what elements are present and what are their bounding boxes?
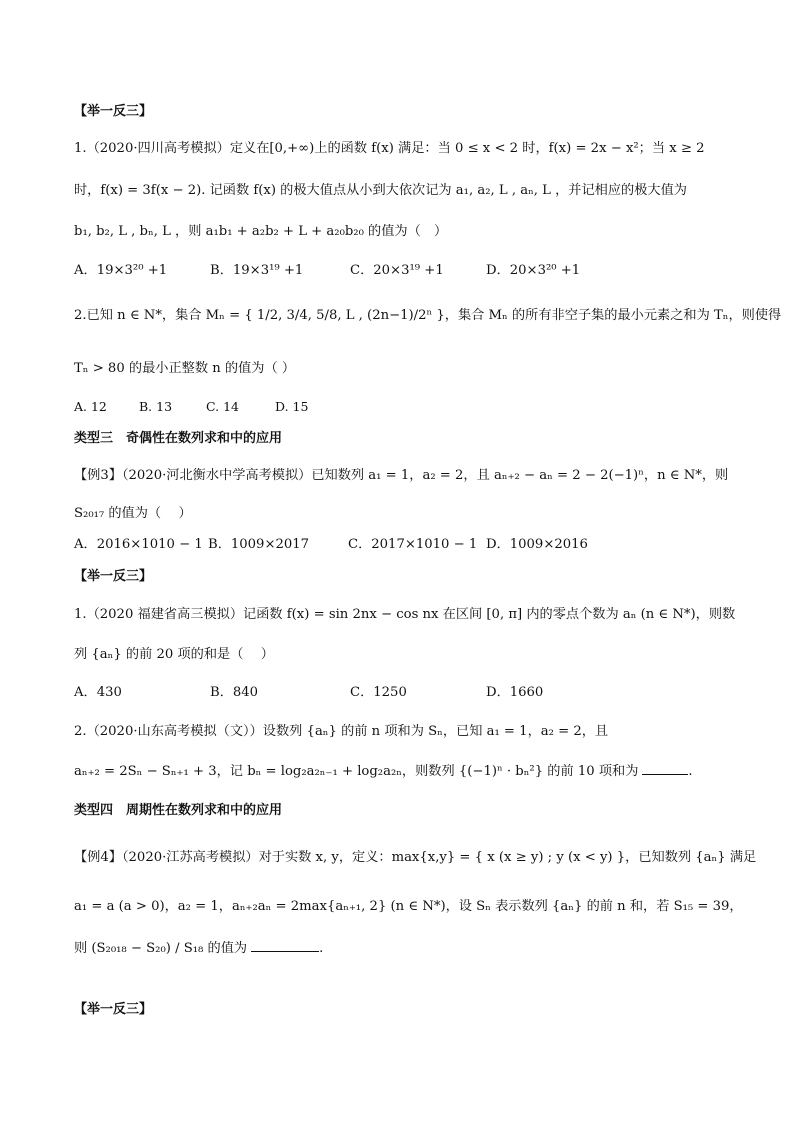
q1-text-line-2: 时，f(x) = 3f(x − 2). 记函数 f(x) 的极大值点从小到大依次记为 a₁, a₂, L , aₙ, L ，并记相应的极大值为 bbox=[74, 183, 687, 198]
q2-option-b: B. 13 bbox=[139, 399, 173, 414]
example-3-option-a: A．2016×1010 − 1 bbox=[74, 537, 203, 552]
example-4-text-line-1: 【例4】（2020·江苏高考模拟）对于实数 x, y，定义：max{x,y} = { x (x ≥ y) ; y (x < y) }，已知数列 {aₙ} 满足 bbox=[74, 850, 757, 865]
q3-option-d: D．1660 bbox=[486, 685, 544, 700]
q1-text-line-3: b₁, b₂, L , bₙ, L ，则 a₁b₁ + a₂b₂ + L + a₂₀b₂₀ 的值为（ ） bbox=[74, 224, 448, 239]
example-4-period: . bbox=[319, 941, 324, 956]
q2-option-a: A. 12 bbox=[74, 399, 107, 414]
example-3-options bbox=[74, 536, 734, 554]
section-heading-practice-1: 【举一反三】 bbox=[74, 104, 153, 119]
q3-text-line-2: 列 {aₙ} 的前 20 项的和是（ ） bbox=[74, 647, 274, 662]
example-3-option-d: D．1009×2016 bbox=[486, 537, 588, 552]
section-heading-type-3: 类型三 奇偶性在数列求和中的应用 bbox=[74, 431, 283, 446]
q2-text-line-2: Tₙ > 80 的最小正整数 n 的值为（ ） bbox=[74, 361, 296, 376]
q2-option-d: D. 15 bbox=[275, 399, 309, 414]
q2-option-c: C. 14 bbox=[206, 399, 239, 414]
q3-option-c: C．1250 bbox=[350, 685, 407, 700]
q1-text-line-1: 1.（2020·四川高考模拟）定义在[0,+∞)上的函数 f(x) 满足：当 0 ≤ x < 2 时，f(x) = 2x − x²；当 x ≥ 2 bbox=[74, 141, 705, 156]
section-heading-practice-2: 【举一反三】 bbox=[74, 569, 153, 584]
example-3-option-b: B．1009×2017 bbox=[208, 537, 310, 552]
section-heading-practice-3: 【举一反三】 bbox=[74, 1002, 153, 1017]
q1-option-b: B．19×3¹⁹ +1 bbox=[210, 263, 304, 278]
q1-option-d: D．20×3²⁰ +1 bbox=[486, 263, 581, 278]
example-4-text-line-3 bbox=[74, 940, 734, 958]
q1-option-c: C．20×3¹⁹ +1 bbox=[350, 263, 444, 278]
q3-option-a: A．430 bbox=[74, 685, 122, 700]
example-3-text-line-1: 【例3】（2020·河北衡水中学高考模拟）已知数列 a₁ = 1，a₂ = 2，且 aₙ₊₂ − aₙ = 2 − 2(−1)ⁿ，n ∈ N*，则 bbox=[74, 468, 729, 483]
q3-option-b: B．840 bbox=[210, 685, 259, 700]
q2-text-line-1: 2.已知 n ∈ N*，集合 Mₙ = { 1/2, 3/4, 5/8, L , (2n−1)/2ⁿ }，集合 Mₙ 的所有非空子集的最小元素之和为 Tₙ，则使得 bbox=[74, 308, 782, 323]
q2-options bbox=[74, 398, 734, 416]
example-3-option-c: C．2017×1010 − 1 bbox=[348, 537, 478, 552]
example-4-text-line-2: a₁ = a (a > 0)，a₂ = 1，aₙ₊₂aₙ = 2max{aₙ₊₁, 2} (n ∈ N*)，设 Sₙ 表示数列 {aₙ} 的前 n 和，若 S₁₅ = 39， bbox=[74, 899, 743, 914]
example-4-answer-blank bbox=[251, 951, 319, 952]
q4-text-line-2 bbox=[74, 763, 734, 781]
section-heading-type-4: 类型四 周期性在数列求和中的应用 bbox=[74, 803, 283, 818]
q4-answer-blank bbox=[642, 774, 688, 775]
q1-options bbox=[74, 262, 734, 280]
example-3-text-line-2: S₂₀₁₇ 的值为（ ） bbox=[74, 506, 192, 521]
q4-period: . bbox=[688, 764, 693, 779]
q3-options bbox=[74, 684, 734, 702]
example-4-text-line-3-content: 则 (S₂₀₁₈ − S₂₀) / S₁₈ 的值为 bbox=[74, 941, 248, 956]
q4-text-line-1: 2.（2020·山东高考模拟（文））设数列 {aₙ} 的前 n 项和为 Sₙ，已知 a₁ = 1，a₂ = 2，且 bbox=[74, 724, 609, 739]
q3-text-line-1: 1.（2020 福建省高三模拟）记函数 f(x) = sin 2nx − cos nx 在区间 [0, π] 内的零点个数为 aₙ (n ∈ N*)，则数 bbox=[74, 607, 736, 622]
q4-text-line-2-content: aₙ₊₂ = 2Sₙ − Sₙ₊₁ + 3，记 bₙ = log₂a₂ₙ₋₁ + log₂a₂ₙ，则数列 {(−1)ⁿ · bₙ²} 的前 10 项和为 bbox=[74, 764, 639, 779]
q1-option-a: A．19×3²⁰ +1 bbox=[74, 263, 168, 278]
